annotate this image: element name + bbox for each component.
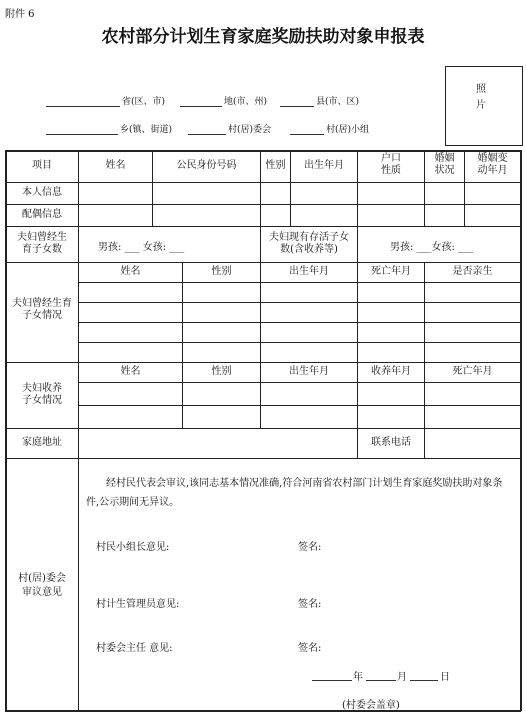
city-blank[interactable]: [180, 106, 222, 107]
opinion-director: 村委会主任 意见:: [96, 643, 173, 654]
children-header-birth: 出生年月: [289, 266, 329, 277]
signature-label-3: 签名:: [298, 643, 322, 654]
header-marital: 婚姻 状况: [434, 153, 455, 176]
county-label: 县(市、区): [316, 97, 360, 107]
date-month-blank[interactable]: [366, 680, 396, 681]
line-h: [78, 342, 521, 343]
adopted-header-gender: 性别: [211, 366, 232, 377]
row-spouse-label: 配偶信息: [22, 209, 62, 220]
table-border-bottom: [5, 710, 521, 712]
table-border-right: [520, 150, 522, 711]
page-title: 农村部分计划生育家庭奖励扶助对象申报表: [101, 27, 425, 47]
adopted-label: 夫妇收养 子女情况: [22, 383, 62, 406]
date-year-blank[interactable]: [312, 680, 352, 681]
township-label: 乡(镇、街道): [120, 125, 173, 135]
children-header-death: 死亡年月: [371, 266, 411, 277]
line-h: [78, 322, 521, 323]
line-h: [5, 428, 521, 429]
children-info-label: 夫妇曾经生育 子女情况: [12, 298, 72, 321]
township-blank[interactable]: [46, 134, 118, 135]
stamp-note: (村委会盖章): [342, 700, 400, 711]
adopted-header-birth: 出生年月: [289, 366, 329, 377]
county-blank[interactable]: [280, 106, 314, 107]
line-h: [5, 204, 521, 205]
group-label: 村(居)小组: [326, 125, 370, 135]
line-h: [5, 226, 521, 227]
opinion-group-leader: 村民小组长意见:: [96, 542, 170, 553]
header-id-number: 公民身份号码: [176, 160, 237, 171]
children-current-label: 夫妇现有存活子女 数(含收养等): [269, 232, 349, 255]
line-h: [5, 182, 521, 183]
line-h: [5, 458, 521, 459]
header-marital-change: 婚姻变 动年月: [477, 153, 508, 176]
line-v: [424, 262, 425, 428]
header-gender: 性别: [265, 160, 286, 171]
address-label: 家庭地址: [22, 437, 62, 448]
signature-label-1: 签名:: [298, 542, 322, 553]
date-year-label: 年: [353, 672, 363, 683]
line-v: [357, 262, 358, 428]
children-born-label: 夫妇曾经生 育子女数: [17, 232, 67, 255]
adopted-header-adoption: 收养年月: [371, 366, 411, 377]
date-day-label: 日: [440, 672, 450, 683]
line-h: [78, 302, 521, 303]
children-current-value[interactable]: 男孩: ___女孩: ___: [390, 242, 474, 253]
table-border-top: [5, 150, 521, 152]
review-text: 经村民代表会审议,该同志基本情况准确,符合河南省农村部门计划生育家庭奖励扶助对象条件,公示期间无异议。: [86, 478, 503, 508]
province-label: 省(区、市): [122, 97, 166, 107]
review-label: 村(居)委会 审议意见: [18, 573, 66, 598]
header-birth: 出生年月: [304, 160, 344, 171]
group-blank[interactable]: [290, 134, 324, 135]
row-self-label: 本人信息: [22, 187, 62, 198]
line-v: [78, 150, 79, 710]
signature-label-2: 签名:: [298, 599, 322, 610]
line-v: [182, 262, 183, 428]
city-label: 地(市、州): [224, 97, 268, 107]
children-header-biological: 是否亲生: [452, 266, 493, 277]
adopted-header-name: 姓名: [120, 366, 141, 377]
header-name: 姓名: [105, 160, 126, 171]
opinion-family-planning: 村计生管理员意见:: [96, 599, 180, 610]
line-h: [5, 262, 521, 263]
line-v: [260, 262, 261, 428]
line-h: [78, 382, 521, 383]
village-blank[interactable]: [188, 134, 226, 135]
photo-label: 照 片: [476, 84, 486, 111]
children-header-gender: 性别: [211, 266, 232, 277]
children-born-value[interactable]: 男孩: ___ 女孩: ___: [98, 242, 185, 253]
line-h: [5, 362, 521, 363]
children-header-name: 姓名: [120, 266, 141, 277]
header-item: 项目: [32, 160, 52, 171]
header-hukou: 户口 性质: [381, 153, 401, 176]
date-day-blank[interactable]: [410, 680, 438, 681]
phone-label: 联系电话: [371, 437, 411, 448]
date-month-label: 月: [397, 672, 407, 683]
line-v: [424, 428, 425, 458]
line-v: [357, 226, 358, 262]
line-h: [78, 405, 521, 406]
adopted-header-death: 死亡年月: [452, 366, 493, 377]
attachment-label: 附件 6: [5, 9, 35, 20]
village-label: 村(居)委会: [228, 125, 272, 135]
province-blank[interactable]: [46, 106, 120, 107]
line-h: [78, 282, 521, 283]
